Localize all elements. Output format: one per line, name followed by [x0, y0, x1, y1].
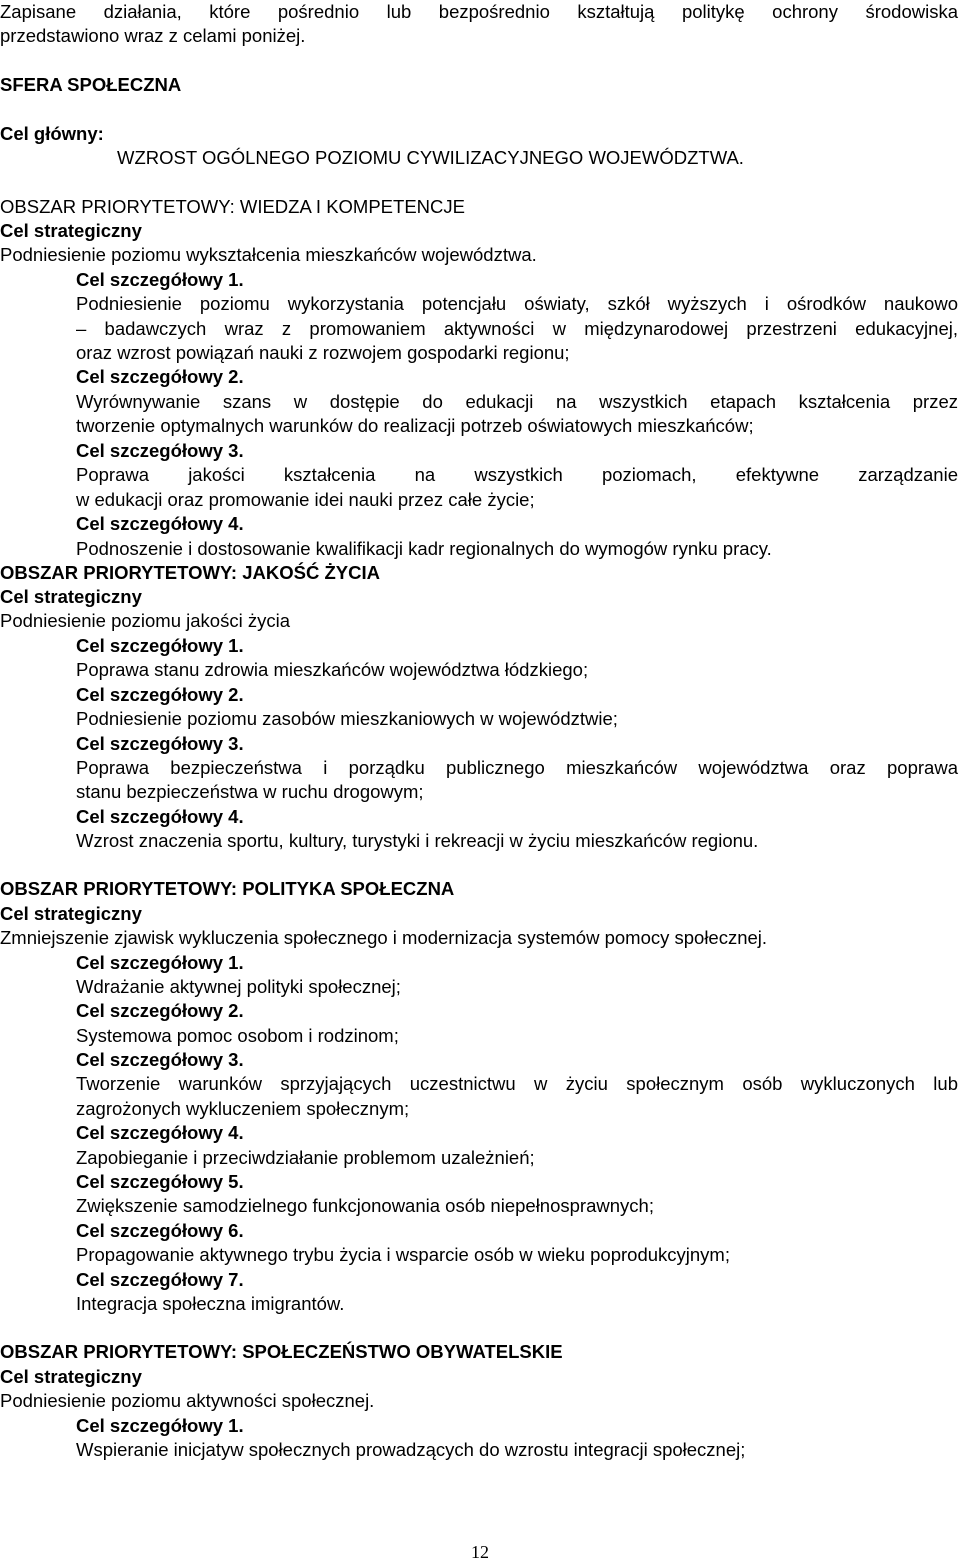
goal-text: Zwiększenie samodzielnego funkcjonowania osób niepełnosprawnych;: [76, 1195, 654, 1216]
strategic-goal: Podniesienie poziomu aktywności społecznej.: [0, 1390, 375, 1411]
goal-label: Cel szczegółowy 4.: [76, 1122, 244, 1143]
goal-text: Podnoszenie i dostosowanie kwalifikacji kadr regionalnych do wymogów rynku pracy.: [76, 538, 772, 559]
goal-label: Cel szczegółowy 3.: [76, 440, 244, 461]
goal-label: Cel szczegółowy 6.: [76, 1220, 244, 1241]
goal-text: Poprawa stanu zdrowia mieszkańców województwa łódzkiego;: [76, 659, 589, 680]
goal-text: Wdrażanie aktywnej polityki społecznej;: [76, 976, 401, 997]
sphere-heading: SFERA SPOŁECZNA: [0, 74, 182, 95]
goal-text: Poprawa bezpieczeństwa i porządku publicznego mieszkańców województwa oraz poprawa: [76, 757, 958, 778]
page-number: 12: [471, 1542, 489, 1562]
goal-text: w edukacji oraz promowanie idei nauki przez całe życie;: [76, 489, 535, 510]
goal-label: Cel szczegółowy 4.: [76, 513, 244, 534]
goal-text: – badawczych wraz z promowaniem aktywności w międzynarodowej przestrzeni edukacyjnej,: [76, 318, 958, 339]
goal-text: oraz wzrost powiązań nauki z rozwojem gospodarki regionu;: [76, 342, 570, 363]
goal-label: Cel szczegółowy 3.: [76, 733, 244, 754]
goal-text: Podniesienie poziomu zasobów mieszkaniowych w województwie;: [76, 708, 618, 729]
goal-label: Cel szczegółowy 1.: [76, 952, 244, 973]
strategic-goal: Podniesienie poziomu jakości życia: [0, 610, 290, 631]
goal-text: Systemowa pomoc osobom i rodzinom;: [76, 1025, 399, 1046]
goal-label: Cel szczegółowy 3.: [76, 1049, 244, 1070]
strategic-label: Cel strategiczny: [0, 903, 142, 924]
goal-label: Cel szczegółowy 2.: [76, 684, 244, 705]
goal-text: tworzenie optymalnych warunków do realizacji potrzeb oświatowych mieszkańców;: [76, 415, 754, 436]
strategic-label: Cel strategiczny: [0, 220, 142, 241]
goal-text: stanu bezpieczeństwa w ruchu drogowym;: [76, 781, 424, 802]
goal-text: Zapobieganie i przeciwdziałanie problemom uzależnień;: [76, 1147, 535, 1168]
goal-label: Cel szczegółowy 2.: [76, 1000, 244, 1021]
goal-text: Propagowanie aktywnego trybu życia i wsparcie osób w wieku poprodukcyjnym;: [76, 1244, 730, 1265]
goal-text: Wzrost znaczenia sportu, kultury, turystyki i rekreacji w życiu mieszkańców regionu.: [76, 830, 759, 851]
goal-label: Cel szczegółowy 1.: [76, 1415, 244, 1436]
goal-label: Cel szczegółowy 4.: [76, 806, 244, 827]
strategic-goal: Zmniejszenie zjawisk wykluczenia społecznego i modernizacja systemów pomocy społecznej.: [0, 927, 768, 948]
goal-label: Cel szczegółowy 7.: [76, 1269, 244, 1290]
goal-label: Cel szczegółowy 5.: [76, 1171, 244, 1192]
main-goal: WZROST OGÓLNEGO POZIOMU CYWILIZACYJNEGO WOJEWÓDZTWA.: [117, 147, 744, 168]
area-title: OBSZAR PRIORYTETOWY: POLITYKA SPOŁECZNA: [0, 878, 455, 899]
strategic-label: Cel strategiczny: [0, 1366, 142, 1387]
area-title: OBSZAR PRIORYTETOWY: SPOŁECZEŃSTWO OBYWATELSKIE: [0, 1341, 563, 1362]
goal-text: Tworzenie warunków sprzyjających uczestnictwu w życiu społecznym osób wykluczonych lub: [76, 1073, 958, 1094]
strategic-label: Cel strategiczny: [0, 586, 142, 607]
goal-text: Podniesienie poziomu wykorzystania potencjału oświaty, szkół wyższych i ośrodków naukowo: [76, 293, 958, 314]
goal-text: Poprawa jakości kształcenia na wszystkich poziomach, efektywne zarządzanie: [76, 464, 958, 485]
goal-label: Cel szczegółowy 2.: [76, 366, 244, 387]
goal-text: Integracja społeczna imigrantów.: [76, 1293, 345, 1314]
strategic-goal: Podniesienie poziomu wykształcenia mieszkańców województwa.: [0, 244, 537, 265]
area-title: OBSZAR PRIORYTETOWY: JAKOŚĆ ŻYCIA: [0, 562, 380, 583]
main-goal-label: Cel główny:: [0, 123, 104, 144]
goal-label: Cel szczegółowy 1.: [76, 269, 244, 290]
goal-text: zagrożonych wykluczeniem społecznym;: [76, 1098, 410, 1119]
area-title: OBSZAR PRIORYTETOWY: WIEDZA I KOMPETENCJE: [0, 196, 465, 217]
goal-text: Wspieranie inicjatyw społecznych prowadzących do wzrostu integracji społecznej;: [76, 1439, 746, 1460]
goal-label: Cel szczegółowy 1.: [76, 635, 244, 656]
intro-line: przedstawiono wraz z celami poniżej.: [0, 25, 306, 46]
goal-text: Wyrównywanie szans w dostępie do edukacji na wszystkich etapach kształcenia przez: [76, 391, 958, 412]
intro-line: Zapisane działania, które pośrednio lub bezpośrednio kształtują politykę ochrony środowiska: [0, 1, 958, 22]
